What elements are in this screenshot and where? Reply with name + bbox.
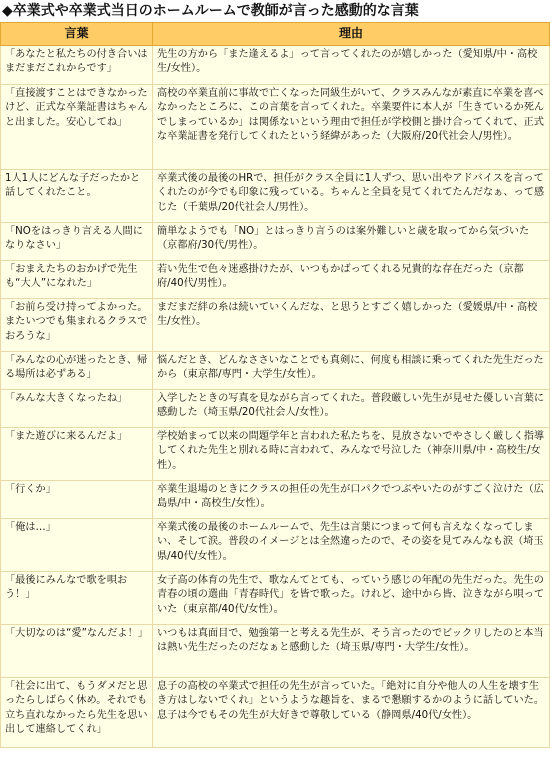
quote-cell: 「行くか」	[1, 481, 153, 519]
table-row	[1, 261, 550, 299]
column-header-words: 言葉	[1, 23, 153, 46]
reason-cell: 入学したときの写真を見ながら言ってくれた。普段厳しい先生が見せた優しい言葉に感動した（埼玉県/20代社会人/女性）。	[153, 390, 550, 428]
quote-cell: 「お前ら受け持ってよかった。またいつでも集まれるクラスでおろうな」	[1, 299, 153, 352]
reason-cell: 簡単なようでも「NO」とはっきり言うのは案外難しいと歳を取ってから気づいた（京都府/30代/男性）。	[153, 223, 550, 261]
table-row	[1, 678, 550, 748]
table-row	[1, 223, 550, 261]
column-header-reason: 理由	[153, 23, 550, 46]
reason-cell: まだまだ絆の糸は続いていくんだな、と思うとすごく嬉しかった（愛媛県/中・高校生/女性）。	[153, 299, 550, 352]
reason-cell: 学校始まって以来の問題学年と言われた私たちを、見放さないでやさしく厳しく指導してくれた先生と別れる時に言われて、みんなで号泣した（神奈川県/中・高校生/女性）。	[153, 428, 550, 481]
table-header-row	[1, 23, 550, 46]
quotes-table	[0, 22, 550, 748]
quote-cell: 1人1人にどんな子だったかと話してくれたこと。	[1, 170, 153, 223]
quote-cell: 「社会に出て、もうダメだと思ったらしばらく休め。それでも立ち直れなかったら先生を思い出して連絡してくれ」	[1, 678, 153, 748]
table-row	[1, 46, 550, 85]
reason-cell: 女子高の体育の先生で、歌なんてとても、っていう感じの年配の先生だった。先生の青春の頃の選曲「青春時代」を皆で歌った。けれど、途中から皆、泣きながら唄っていた（東京都/40代/女性）。	[153, 572, 550, 625]
reason-cell: 悩んだとき、どんなささいなことでも真剣に、何度も相談に乗ってくれた先生だったから（東京都/専門・大学生/女性）。	[153, 352, 550, 390]
quote-cell: 「最後にみんなで歌を唄おう！」	[1, 572, 153, 625]
quote-cell: 「あなたと私たちの付き合いはまだまだこれからです」	[1, 46, 153, 85]
quote-cell: 「NOをはっきり言える人間になりなさい」	[1, 223, 153, 261]
table-row	[1, 170, 550, 223]
table-row	[1, 481, 550, 519]
quote-cell: 「また遊びに来るんだよ」	[1, 428, 153, 481]
table-row	[1, 572, 550, 625]
reason-cell: 息子の高校の卒業式で担任の先生が言っていた。「絶対に自分や他人の人生を壊す生き方はしないでくれ」というような趣旨を、まるで懇願するかのように話していた。息子は今でもその先生が大好きで尊敬している（静岡県/40代/女性）。	[153, 678, 550, 748]
table-row	[1, 390, 550, 428]
reason-cell: 卒業生退場のときにクラスの担任の先生が口パクでつぶやいたのがすごく泣けた（広島県/中・高校生/女性）。	[153, 481, 550, 519]
quote-cell: 「直接渡すことはできなかったけど、正式な卒業証書はちゃんと出ました。安心してね」	[1, 85, 153, 170]
reason-cell: 高校の卒業直前に事故で亡くなった同級生がいて、クラスみんなが素直に卒業を喜べなかったところに、この言葉を言ってくれた。卒業要件に本人が「生きているか死んでしまっているか」は関係ないという理由で担任が学校側と掛け合ってくれて、正式な卒業証書を発行してくれたという経緯があった（大阪府/20代社会人/男性）。	[153, 85, 550, 170]
reason-cell: いつもは真面目で、勉強第一と考える先生が、そう言ったのでビックリしたのと本当は熱い先生だったのだなぁと感動した（埼玉県/専門・大学生/女性）。	[153, 625, 550, 678]
reason-cell: 卒業式後の最後のHRで、担任がクラス全員に1人ずつ、思い出やアドバイスを言ってくれたのが今でも印象に残っている。ちゃんと全員を見てくれてたんだなぁ、って感じた（千葉県/20代社会人/男性）。	[153, 170, 550, 223]
quote-cell: 「俺は…」	[1, 519, 153, 572]
quote-cell: 「みんなの心が迷ったとき、帰る場所は必ずある」	[1, 352, 153, 390]
table-row	[1, 519, 550, 572]
table-row	[1, 428, 550, 481]
quote-cell: 「大切なのは“愛”なんだよ！」	[1, 625, 153, 678]
reason-cell: 先生の方から「また逢えるよ」って言ってくれたのが嬉しかった（愛知県/中・高校生/女性）。	[153, 46, 550, 85]
quote-cell: 「おまえたちのおかげで先生も“大人”になれた」	[1, 261, 153, 299]
page-title: ◆卒業式や卒業式当日のホームルームで教師が言った感動的な言葉	[2, 3, 419, 19]
table-row	[1, 625, 550, 678]
table-row	[1, 352, 550, 390]
reason-cell: 卒業式後の最後のホームルームで、先生は言葉につまって何も言えなくなってしまい、そして涙。普段のイメージとは全然違ったので、その姿を見てみんなも涙（埼玉県/40代/女性）。	[153, 519, 550, 572]
quote-cell: 「みんな大きくなったね」	[1, 390, 153, 428]
reason-cell: 若い先生で色々迷惑掛けたが、いつもかばってくれる兄貴的な存在だった（京都府/40代/男性）。	[153, 261, 550, 299]
table-row	[1, 85, 550, 170]
table-row	[1, 299, 550, 352]
